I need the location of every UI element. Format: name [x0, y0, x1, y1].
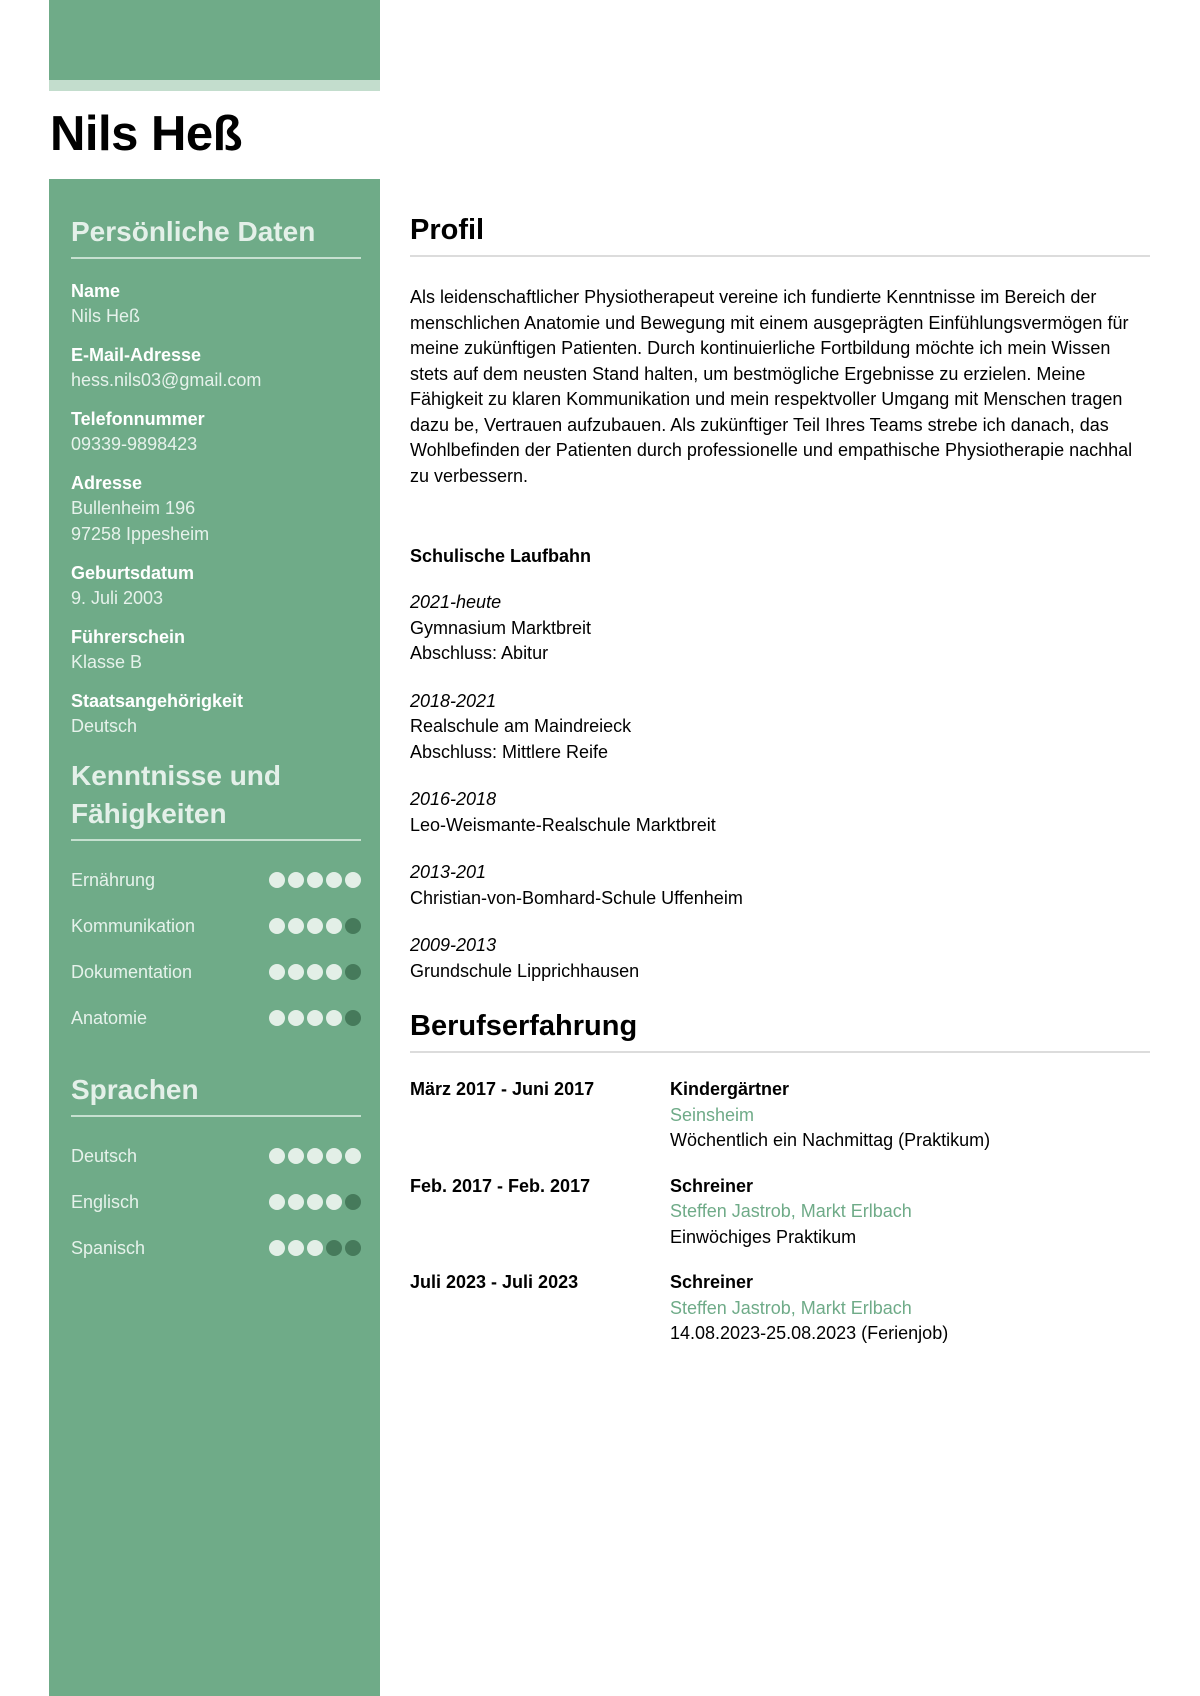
education-item: [410, 590, 1150, 667]
personal-data-label: Geburtsdatum: [71, 563, 195, 583]
profile-text: Als leidenschaftlicher Physiotherapeut vereine ich fundierte Kenntnisse im Bereich der menschlichen Anatomie und Bewegung mit einem ausgeprägten Einfühlungsvermögen für meine zukünftigen Patienten. Durch kontinuierliche Fortbildung möchte ich mein Wissen stets auf dem neusten Stand halten, um bestmögliche Ergebnisse zu erzielen. Meine Fähigkeit zu klaren Kommunikation und mein respektvoller Umgang mit Menschen tragen dazu be, Vertrauen aufzubauen. Als zukünftiger Teil Ihres Teams strebe ich danach, das Wohlbefinden der Patienten durch professionelle und empathische Physiotherapie nachhal zu verbessern.: [410, 287, 1133, 486]
rating-dot-empty: [345, 918, 361, 934]
experience-role: Kindergärtner: [670, 1079, 790, 1099]
personal-data-value: 97258 Ippesheim: [71, 524, 210, 544]
personal-data-item: [71, 407, 360, 457]
skill-name: Anatomie: [71, 1007, 148, 1028]
experience-company: Seinsheim: [670, 1104, 755, 1125]
education-list: [410, 590, 1150, 984]
personal-data-label: Führerschein: [71, 627, 186, 647]
rating-dot-filled: [307, 872, 323, 888]
skill-name: Dokumentation: [71, 961, 193, 982]
main-content: [410, 179, 1150, 1367]
sidebar-top-strip: [49, 80, 380, 91]
experience-role: Schreiner: [670, 1272, 754, 1292]
skill-row: [71, 857, 361, 903]
experience-period: Feb. 2017 - Feb. 2017: [410, 1175, 591, 1196]
experience-note: 14.08.2023-25.08.2023 (Ferienjob): [670, 1323, 949, 1343]
experience-heading: Berufserfahrung: [410, 1007, 1150, 1053]
rating-dots: [269, 1148, 361, 1164]
experience-item: [410, 1077, 1150, 1154]
rating-dot-filled: [307, 1194, 323, 1210]
personal-data-value: 9. Juli 2003: [71, 588, 164, 608]
personal-data-item: [71, 689, 360, 739]
personal-data-label: Name: [71, 281, 121, 301]
personal-data-value: Bullenheim 196: [71, 498, 196, 518]
rating-dot-filled: [288, 872, 304, 888]
rating-dot-filled: [345, 1148, 361, 1164]
experience-details: [670, 1174, 912, 1251]
rating-dot-filled: [269, 964, 285, 980]
rating-dot-filled: [326, 1148, 342, 1164]
personal-data-label: Telefonnummer: [71, 409, 205, 429]
experience-company: Steffen Jastrob, Markt Erlbach: [670, 1201, 912, 1221]
skill-row: [71, 949, 361, 995]
education-detail: Gymnasium Marktbreit: [410, 617, 592, 638]
skill-name: Kommunikation: [71, 915, 196, 936]
rating-dot-empty: [326, 1240, 342, 1256]
experience-details: [670, 1270, 948, 1347]
languages-heading: Sprachen: [71, 1071, 361, 1117]
personal-data-item: [71, 343, 360, 393]
experience-item: [410, 1270, 1150, 1347]
rating-dot-filled: [269, 1148, 285, 1164]
experience-item: [410, 1174, 1150, 1251]
sidebar-top-block: [49, 0, 380, 80]
education-detail: Abschluss: Mittlere Reife: [410, 741, 609, 762]
rating-dot-filled: [269, 872, 285, 888]
rating-dot-filled: [269, 1194, 285, 1210]
personal-data-value: 09339-9898423: [71, 434, 198, 454]
experience-details: [670, 1077, 990, 1154]
rating-dot-filled: [345, 872, 361, 888]
rating-dot-empty: [345, 1194, 361, 1210]
experience-period: Juli 2023 - Juli 2023: [410, 1272, 579, 1292]
education-detail: Grundschule Lipprichhausen: [410, 960, 640, 981]
rating-dots: [269, 918, 361, 934]
education-period: 2009-2013: [410, 935, 497, 955]
skills-heading: Kenntnisse und Fähigkeiten: [71, 757, 361, 841]
personal-data-item: [71, 625, 360, 675]
personal-data-list: [71, 279, 360, 739]
experience-note: Wöchentlich ein Nachmittag (Praktikum): [670, 1130, 991, 1150]
skill-row: [71, 903, 361, 949]
rating-dots: [269, 964, 361, 980]
personal-data-value: Nils Heß: [71, 306, 141, 326]
personal-data-label: Staatsangehörigkeit: [71, 691, 244, 711]
rating-dot-filled: [326, 872, 342, 888]
rating-dot-filled: [269, 1240, 285, 1256]
rating-dot-filled: [288, 1148, 304, 1164]
education-period: 2016-2018: [410, 789, 497, 809]
personal-data-label: Adresse: [71, 473, 143, 493]
experience-list: [410, 1077, 1150, 1347]
education-detail: Christian-von-Bomhard-Schule Uffenheim: [410, 887, 743, 908]
rating-dot-empty: [345, 1240, 361, 1256]
rating-dot-filled: [307, 918, 323, 934]
education-period: 2018-2021: [410, 690, 497, 711]
rating-dot-filled: [326, 1010, 342, 1026]
education-detail: Realschule am Maindreieck: [410, 716, 632, 736]
personal-data-item: [71, 279, 360, 329]
education-item: [410, 689, 1150, 766]
rating-dot-filled: [288, 918, 304, 934]
rating-dot-filled: [307, 1240, 323, 1256]
rating-dot-filled: [288, 1010, 304, 1026]
rating-dot-empty: [345, 1010, 361, 1026]
education-item: [410, 933, 1150, 984]
language-row: [71, 1225, 361, 1271]
rating-dot-filled: [288, 964, 304, 980]
education-period: 2013-201: [410, 862, 487, 882]
education-heading: Schulische Laufbahn: [410, 546, 592, 566]
language-name: Englisch: [71, 1191, 140, 1212]
personal-data-value: Klasse B: [71, 652, 143, 672]
experience-period: März 2017 - Juni 2017: [410, 1079, 595, 1099]
profile-heading: Profil: [410, 211, 1150, 257]
rating-dot-filled: [326, 1194, 342, 1210]
experience-company: Steffen Jastrob, Markt Erlbach: [670, 1297, 912, 1318]
rating-dots: [269, 1194, 361, 1210]
rating-dot-filled: [307, 964, 323, 980]
personal-data-value: hess.nils03@gmail.com: [71, 370, 262, 390]
education-item: [410, 860, 1150, 911]
education-detail: Leo-Weismante-Realschule Marktbreit: [410, 814, 716, 835]
skill-name: Ernährung: [71, 869, 156, 890]
rating-dots: [269, 872, 361, 888]
skills-list: [71, 857, 360, 1041]
rating-dot-filled: [288, 1240, 304, 1256]
rating-dot-filled: [326, 964, 342, 980]
page-title: Nils Heß: [50, 107, 243, 161]
personal-data-value: Deutsch: [71, 716, 138, 736]
experience-note: Einwöchiges Praktikum: [670, 1226, 857, 1247]
personal-data-item: [71, 561, 360, 611]
rating-dots: [269, 1240, 361, 1256]
personal-data-heading: Persönliche Daten: [71, 213, 361, 259]
language-name: Spanisch: [71, 1237, 146, 1258]
language-row: [71, 1179, 361, 1225]
rating-dot-filled: [269, 1010, 285, 1026]
language-row: [71, 1133, 361, 1179]
rating-dot-filled: [326, 918, 342, 934]
rating-dot-filled: [288, 1194, 304, 1210]
rating-dot-empty: [345, 964, 361, 980]
sidebar: [49, 179, 380, 1696]
education-item: [410, 787, 1150, 838]
education-detail: Abschluss: Abitur: [410, 643, 549, 663]
language-name: Deutsch: [71, 1145, 138, 1166]
languages-list: [71, 1133, 360, 1271]
education-period: 2021-heute: [410, 592, 502, 612]
rating-dot-filled: [269, 918, 285, 934]
skill-row: [71, 995, 361, 1041]
rating-dot-filled: [307, 1010, 323, 1026]
rating-dots: [269, 1010, 361, 1026]
experience-role: Schreiner: [670, 1175, 754, 1196]
personal-data-label: E-Mail-Adresse: [71, 345, 202, 365]
rating-dot-filled: [307, 1148, 323, 1164]
personal-data-item: [71, 471, 360, 547]
